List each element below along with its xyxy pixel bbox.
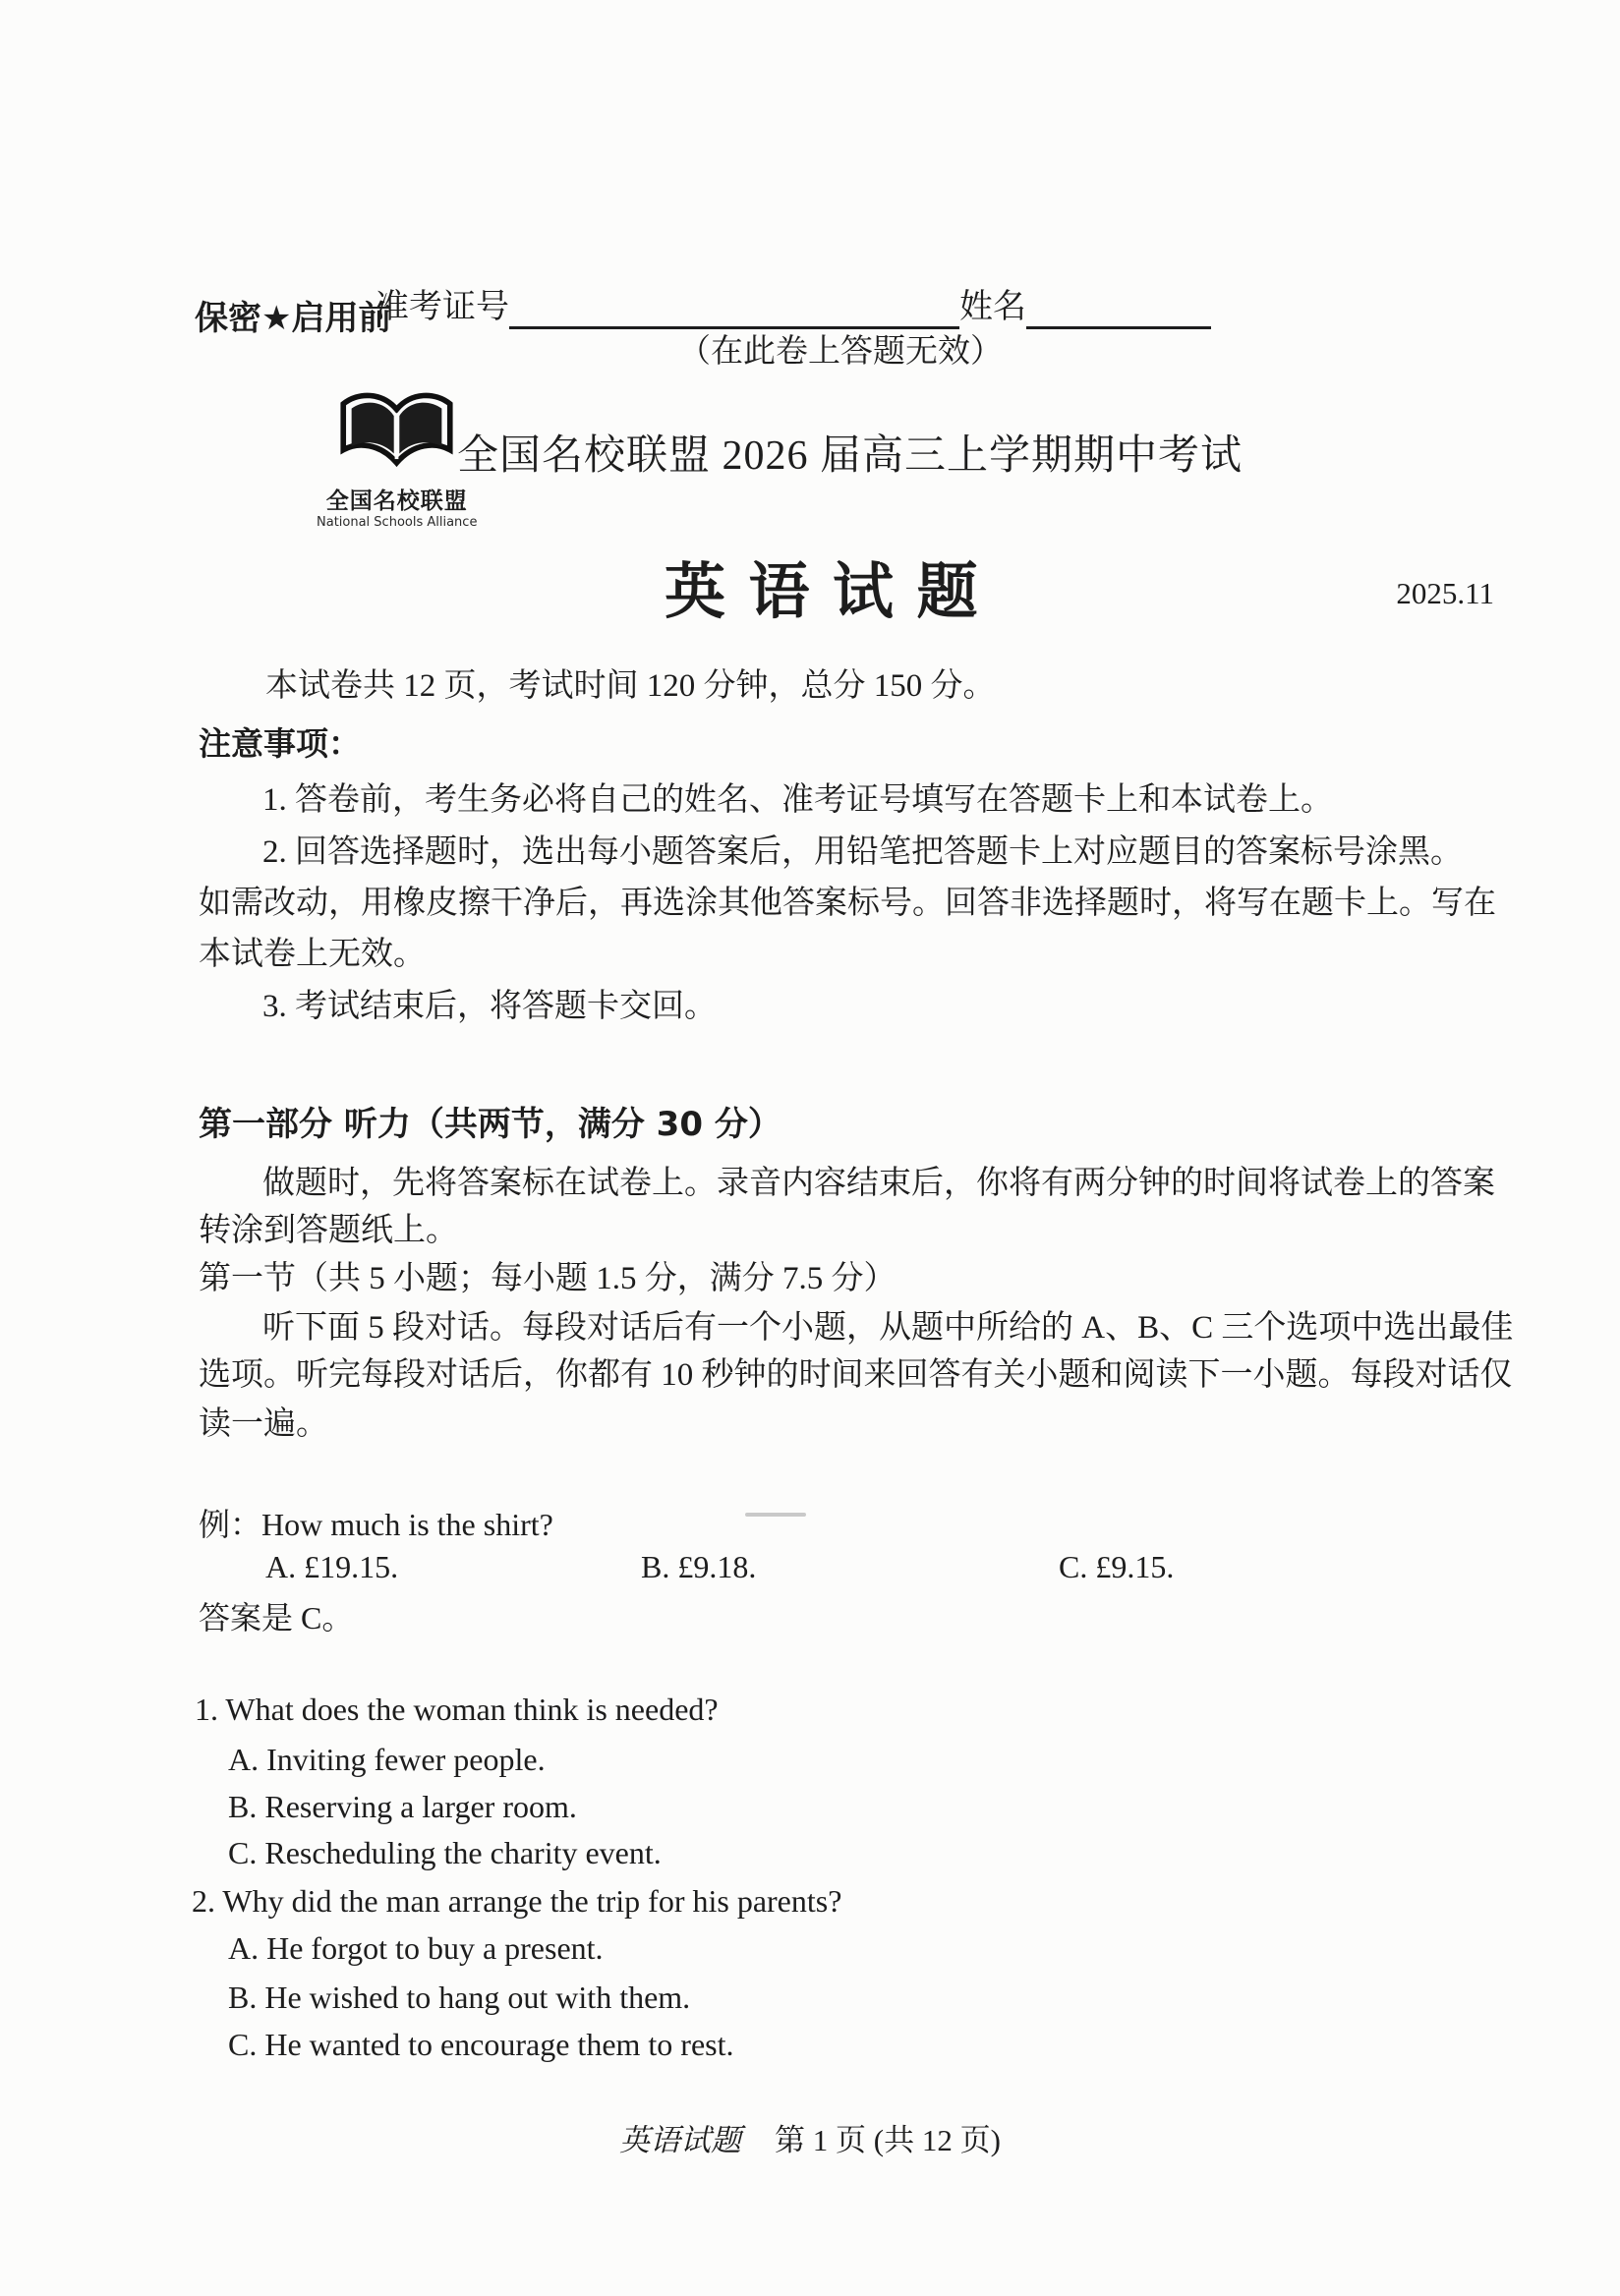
footer-paper-name: 英语试题	[619, 2123, 742, 2157]
name-blank	[1026, 291, 1211, 329]
subject-title: 英 语 试 题	[665, 559, 982, 626]
note-item-2-line1: 2. 回答选择题时，选出每小题答案后，用铅笔把答题卡上对应题目的答案标号涂黑。	[262, 834, 1463, 870]
logo-org-name-cn: 全国名校联盟	[325, 488, 468, 514]
example-option-c: C. £9.15.	[1059, 1549, 1175, 1584]
alliance-logo	[317, 385, 477, 530]
open-book-icon	[332, 385, 461, 478]
admission-number-blank	[509, 291, 959, 329]
logo-org-name-en: National Schools Alliance	[317, 515, 478, 530]
question-1-option-c: C. Rescheduling the charity event.	[228, 1835, 662, 1870]
question-1-option-b: B. Reserving a larger room.	[228, 1789, 577, 1824]
paper-info-line: 本试卷共 12 页，考试时间 120 分钟，总分 150 分。	[265, 668, 996, 704]
footer-page-info: 第 1 页 (共 12 页)	[775, 2123, 1001, 2157]
example-option-a: A. £19.15.	[265, 1549, 399, 1584]
question-2-option-a: A. He forgot to buy a present.	[228, 1930, 604, 1966]
name-label: 姓名	[959, 289, 1026, 325]
exam-date: 2025.11	[1396, 576, 1494, 610]
section1-instruction-line1: 听下面 5 段对话。每段对话后有一个小题，从题中所给的 A、B、C 三个选项中选出最佳	[262, 1310, 1514, 1346]
question-1-prompt: 1. What does the woman think is needed?	[195, 1692, 719, 1727]
part1-heading: 第一部分 听力（共两节，满分 30 分）	[199, 1105, 781, 1144]
section1-instruction-line3: 读一遍。	[199, 1406, 328, 1442]
section1-heading: 第一节（共 5 小题；每小题 1.5 分，满分 7.5 分）	[199, 1261, 897, 1296]
answer-invalid-notice: （在此卷上答题无效）	[678, 334, 1003, 370]
example-answer: 答案是 C。	[199, 1600, 354, 1636]
note-item-1: 1. 答卷前，考生务必将自己的姓名、准考证号填写在答题卡上和本试卷上。	[262, 782, 1333, 818]
notes-heading: 注意事项：	[199, 724, 361, 763]
note-item-2-line2: 如需改动，用橡皮擦干净后，再选涂其他答案标号。回答非选择题时，将写在题卡上。写在	[199, 886, 1496, 921]
scan-artifact-dash	[745, 1513, 806, 1517]
section1-instruction-line2: 选项。听完每段对话后，你都有 10 秒钟的时间来回答有关小题和阅读下一小题。每段对话仅	[199, 1357, 1513, 1393]
admission-number-label: 准考证号	[376, 289, 509, 325]
example-option-b: B. £9.18.	[641, 1549, 757, 1584]
candidate-info-row	[376, 287, 1211, 329]
security-notice: 保密★启用前	[195, 299, 392, 338]
question-1-option-a: A. Inviting fewer people.	[228, 1742, 546, 1777]
example-prompt: 例：How much is the shirt?	[199, 1507, 553, 1542]
part1-instruction-line1: 做题时，先将答案标在试卷上。录音内容结束后，你将有两分钟的时间将试卷上的答案	[262, 1166, 1495, 1201]
question-2-prompt: 2. Why did the man arrange the trip for his parents?	[192, 1883, 842, 1919]
page-footer	[0, 2115, 1620, 2159]
question-2-option-b: B. He wished to hang out with them.	[228, 1980, 691, 2015]
question-2-option-c: C. He wanted to encourage them to rest.	[228, 2027, 734, 2062]
note-item-2-line3: 本试卷上无效。	[199, 937, 426, 972]
part1-instruction-line2: 转涂到答题纸上。	[199, 1213, 458, 1248]
exam-session-title: 全国名校联盟 2026 届高三上学期期中考试	[457, 433, 1244, 479]
note-item-3: 3. 考试结束后，将答题卡交回。	[262, 989, 717, 1024]
